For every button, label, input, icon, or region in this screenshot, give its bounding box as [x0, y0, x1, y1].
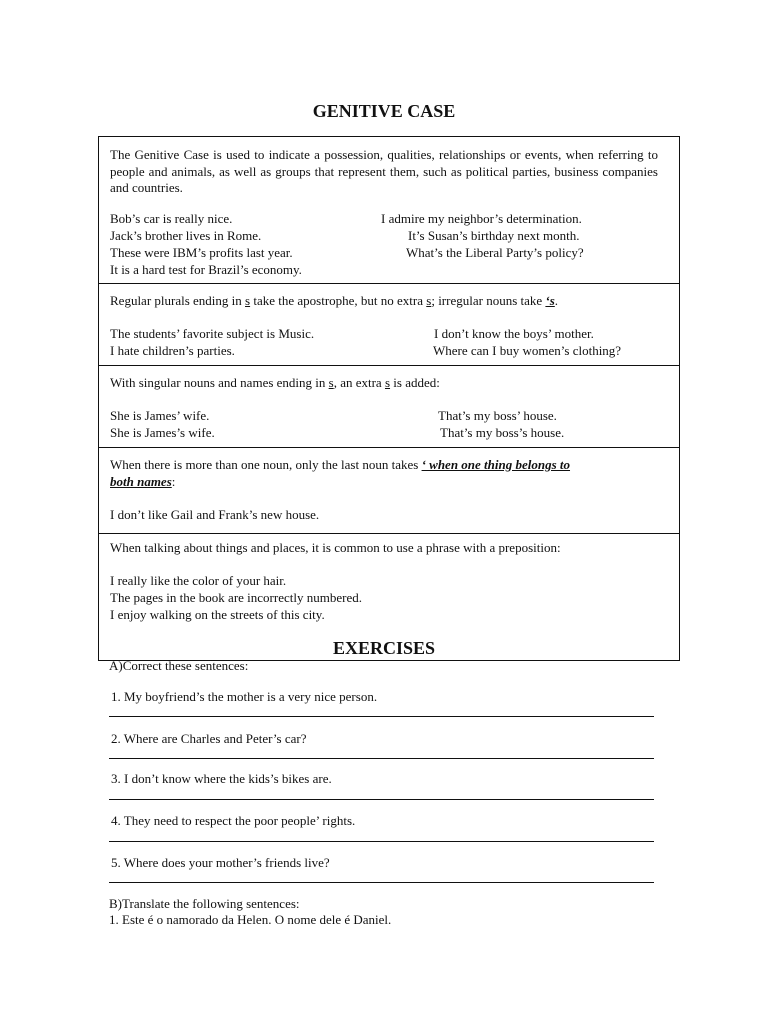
plurals-section	[99, 283, 679, 366]
exercise-item-4: 4. They need to respect the poor people’ rights.	[111, 813, 356, 828]
example-left-4: It is a hard test for Brazil’s economy.	[110, 262, 302, 277]
singular-right-2: That’s my boss’s house.	[440, 425, 565, 440]
example-left-3: These were IBM’s profits last year.	[110, 245, 293, 260]
exercise-item-2: 2. Where are Charles and Peter’s car?	[111, 731, 307, 746]
plurals-right-2: Where can I buy women’s clothing?	[433, 343, 622, 358]
example-left-2: Jack’s brother lives in Rome.	[110, 228, 262, 243]
singular-left-2: She is James’s wife.	[110, 425, 215, 440]
example-right-1: I admire my neighbor’s determination.	[381, 211, 582, 226]
example-right-2: It’s Susan’s birthday next month.	[408, 228, 580, 243]
translate-item-1: 1. Este é o namorado da Helen. O nome dele é Daniel.	[109, 912, 392, 927]
multiple-rule-line-1: When there is more than one noun, only the last noun takes ‘ when one thing belongs to	[110, 457, 571, 472]
rules-box	[98, 136, 680, 661]
exercise-item-1: 1. My boyfriend’s the mother is a very nice person.	[111, 689, 378, 704]
exercise-item-3: 3. I don’t know where the kids’s bikes are.	[111, 771, 332, 786]
example-left-1: Bob’s car is really nice.	[110, 211, 233, 226]
singular-left-1: She is James’ wife.	[110, 408, 210, 423]
plurals-left-2: I hate children’s parties.	[110, 343, 235, 358]
answer-line-4[interactable]	[109, 841, 654, 842]
places-rule: When talking about things and places, it is common to use a phrase with a preposition:	[110, 540, 561, 555]
plurals-right-1: I don’t know the boys’ mother.	[434, 326, 594, 341]
places-example-1: I really like the color of your hair.	[110, 573, 287, 588]
multiple-nouns-section	[99, 447, 679, 534]
answer-line-1[interactable]	[109, 716, 654, 717]
singular-right-1: That’s my boss’ house.	[438, 408, 557, 423]
plurals-left-1: The students’ favorite subject is Music.	[110, 326, 315, 341]
page-title: GENITIVE CASE	[312, 101, 456, 121]
answer-line-5[interactable]	[109, 882, 654, 883]
singular-rule: With singular nouns and names ending in s, an extra s is added:	[110, 375, 440, 390]
answer-line-3[interactable]	[109, 799, 654, 800]
answer-line-2[interactable]	[109, 758, 654, 759]
places-example-3: I enjoy walking on the streets of this city.	[110, 607, 325, 622]
intro-paragraph: The Genitive Case is used to indicate a possession, qualities, relationships or events, when referring to people and animals, as well as groups that represent them, such as political parties, business companies and countries.	[110, 147, 658, 195]
exercise-b-title: B)Translate the following sentences:	[109, 896, 300, 911]
exercise-item-5: 5. Where does your mother’s friends live?	[111, 855, 330, 870]
example-right-3: What’s the Liberal Party’s policy?	[406, 245, 584, 260]
multiple-example: I don’t like Gail and Frank’s new house.	[110, 507, 320, 522]
exercise-a-title: A)Correct these sentences:	[109, 658, 249, 673]
places-example-2: The pages in the book are incorrectly numbered.	[110, 590, 362, 605]
multiple-rule-line-2: both names:	[110, 474, 176, 489]
singular-section	[99, 365, 679, 448]
plurals-rule: Regular plurals ending in s take the apostrophe, but no extra s; irregular nouns take ‘s.	[110, 293, 559, 308]
exercises-heading: EXERCISES	[332, 638, 436, 658]
intro-section	[99, 137, 679, 283]
